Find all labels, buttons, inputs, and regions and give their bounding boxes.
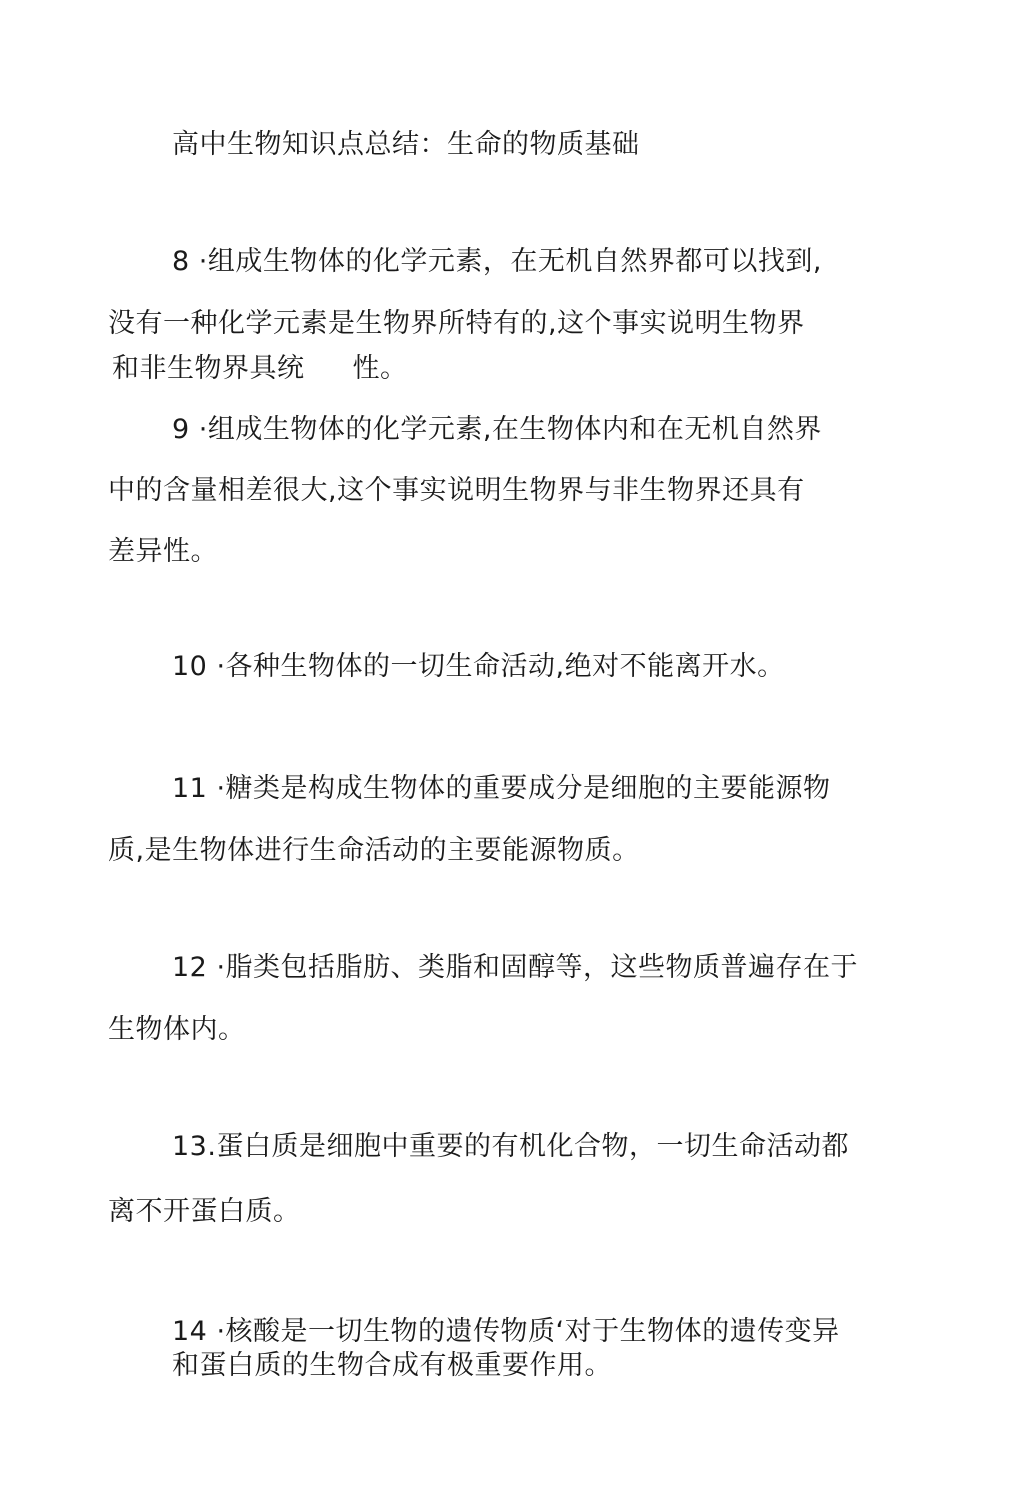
item-13-line-2: 离不开蛋白质。 (108, 1196, 301, 1227)
item-10-line-1: 10 ·各种生物体的一切生命活动,绝对不能离开水。 (172, 651, 785, 682)
item-8-line-3 (112, 352, 408, 386)
item-14-line-2: 和蛋白质的生物合成有极重要作用。 (172, 1350, 612, 1381)
item-8-line-2: 没有一种化学元素是生物界所特有的,这个事实说明生物界 (108, 308, 805, 339)
page-title: 高中生物知识点总结：生命的物质基础 (172, 129, 640, 160)
item-12-line-1: 12 ·脂类包括脂肪、类脂和固醇等，这些物质普遍存在于 (172, 952, 859, 983)
item-11-line-1: 11 ·糖类是构成生物体的重要成分是细胞的主要能源物 (172, 773, 831, 804)
item-13-line-1: 13.蛋白质是细胞中重要的有机化合物，一切生命活动都 (172, 1131, 849, 1162)
item-8-line-3-part-2: 性。 (352, 353, 408, 384)
item-14-line-1: 14 ·核酸是一切生物的遗传物质‘对于生物体的遗传变异 (172, 1316, 840, 1347)
item-8-line-1: 8 ·组成生物体的化学元素，在无机自然界都可以找到, (172, 246, 822, 277)
item-8-line-3-part-1: 和非生物界具统 (112, 353, 305, 384)
item-9-line-2: 中的含量相差很大,这个事实说明生物界与非生物界还具有 (108, 475, 805, 506)
item-9-line-1: 9 ·组成生物体的化学元素,在生物体内和在无机自然界 (172, 414, 822, 445)
item-12-line-2: 生物体内。 (108, 1014, 246, 1045)
item-11-line-2: 质,是生物体进行生命活动的主要能源物质。 (108, 835, 640, 866)
item-9-line-3: 差异性。 (108, 536, 218, 567)
